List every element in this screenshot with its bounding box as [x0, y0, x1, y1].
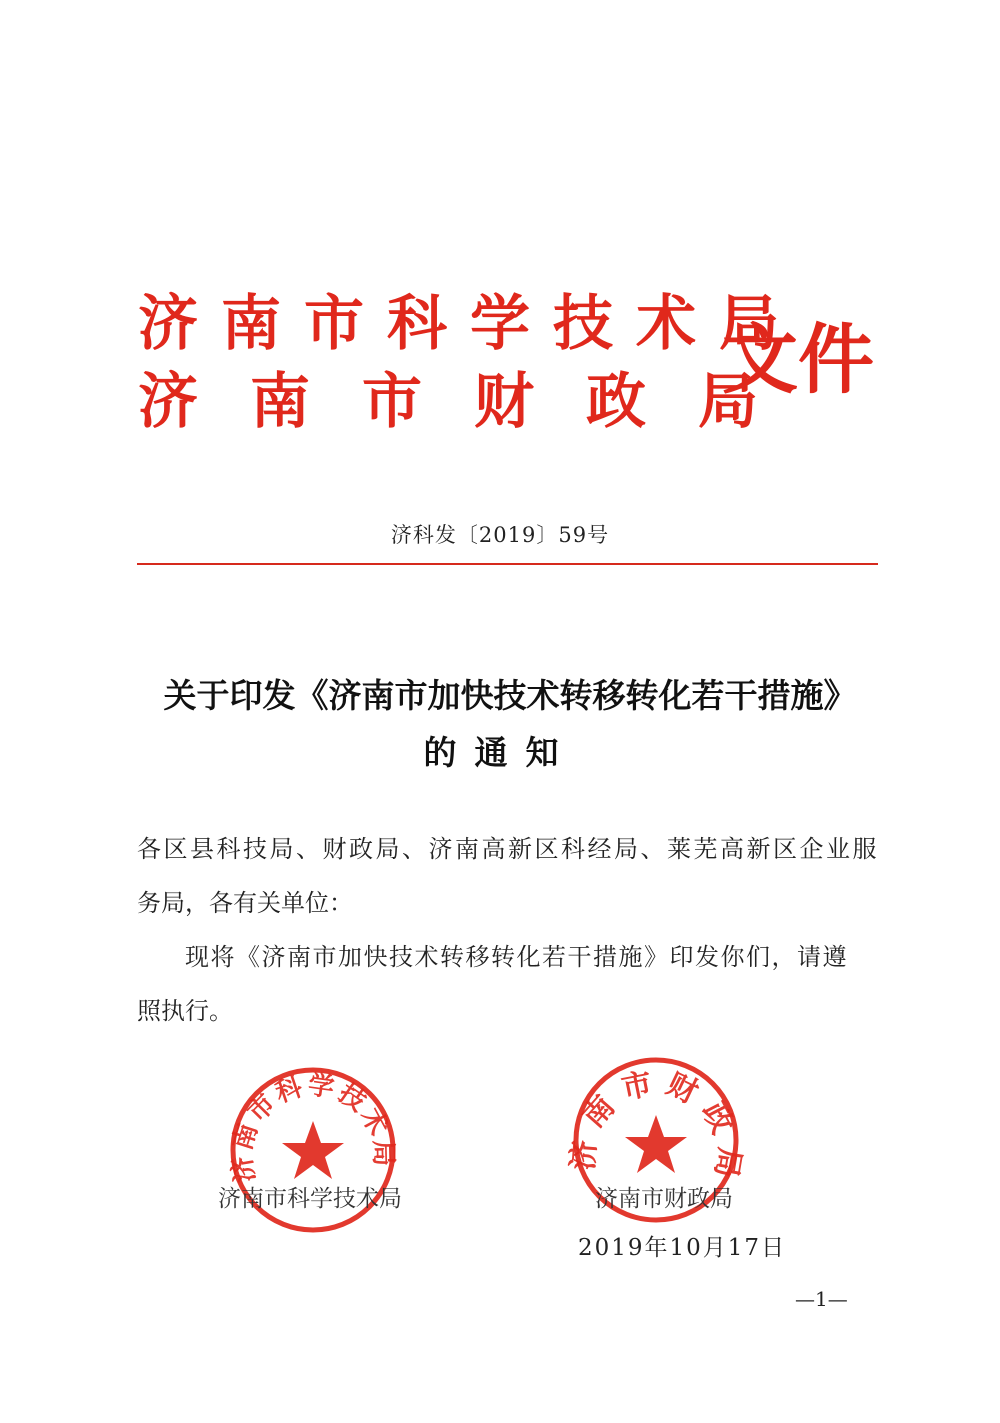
seal-2-star-icon — [625, 1115, 687, 1173]
body-paragraph-line-1: 现将《济南市加快技术转移转化若干措施》印发你们，请遵 — [185, 943, 848, 971]
body-paragraph-line-2: 照执行。 — [137, 997, 233, 1025]
seal-2-text: 济南市财政局 — [565, 1064, 748, 1191]
seal-1-text: 济南市科学技术局 — [226, 1070, 399, 1185]
document-title-line-1: 关于印发《济南市加快技术转移转化若干措施》 — [163, 676, 857, 715]
document-title-line-2: 的通知 — [423, 733, 577, 772]
header-org-line-2: 济南市财政局 — [138, 367, 810, 437]
seal-1-star-icon — [282, 1121, 344, 1179]
header-org-line-1: 济南市科学技术局 — [138, 289, 802, 359]
document-number: 济科发〔2019〕59号 — [390, 523, 610, 547]
issue-date: 2019年10月17日 — [578, 1235, 787, 1261]
page-number: —1— — [795, 1287, 848, 1311]
red-divider — [137, 563, 878, 565]
signer-science-bureau: 济南市科学技术局 — [218, 1186, 402, 1212]
recipients-line-1: 各区县科技局、财政局、济南高新区科经局、莱芜高新区企业服 — [137, 835, 879, 863]
header-doc-word: 文件 — [722, 315, 874, 404]
recipients-line-2: 务局，各有关单位： — [137, 889, 353, 917]
signer-finance-bureau: 济南市财政局 — [595, 1186, 733, 1212]
